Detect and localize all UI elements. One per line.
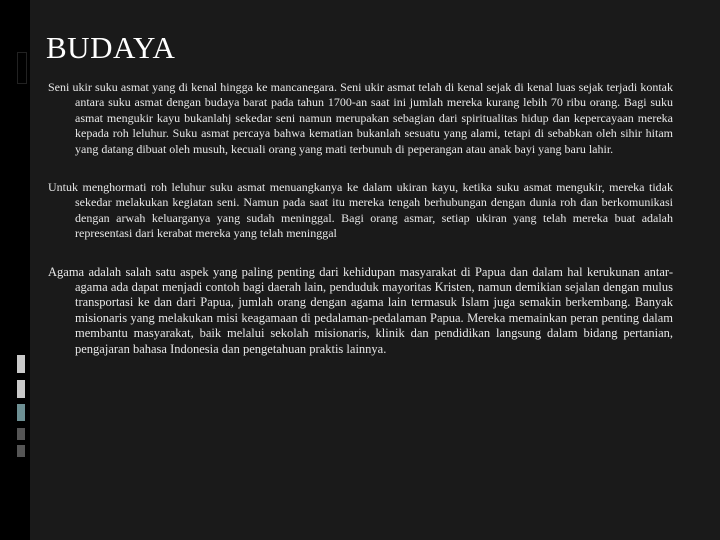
paragraph: Agama adalah salah satu aspek yang paling penting dari kehidupan masyarakat di Papua dan dalam hal kerukunan antar-agama ada dapat menjadi contoh bagi daerah lain, penduduk mayoritas Kristen, namun demikian sejalan dengan mulus transportasi ke dan dari Papua, jumlah orang dengan agama lain termasuk Islam juga semakin berkembang. Banyak misionaris yang melakukan misi keagamaan di pedalaman-pedalaman Papua. Mereka memainkan peran penting dalam membantu masyarakat, baik melalui sekolah misionaris, klinik dan pendidikan langsung dalam bidang pertanian, pengajaran bahasa Indonesia dan pengetahuan praktis lainnya. xyxy=(48,264,673,356)
accent-block-gray xyxy=(17,445,25,457)
accent-block-gray xyxy=(17,428,25,440)
accent-block-teal xyxy=(17,404,25,421)
slide-body xyxy=(48,80,673,380)
slide-title: BUDAYA xyxy=(46,30,176,65)
accent-block-dark xyxy=(17,52,27,84)
accent-block-light xyxy=(17,380,25,398)
left-margin-bar xyxy=(0,0,30,540)
paragraph: Seni ukir suku asmat yang di kenal hingga ke mancanegara. Seni ukir asmat telah di kenal sejak di kenal luas sejak terjadi kontak antara suku asmat dengan budaya barat pada tahun 1700-an saat ini jumlah mereka kurang lebih 70 ribu orang. Bagi suku asmat mengukir kayu bukanlahj sekedar seni namun merupakan sebagian dari spiritualitas hidup dan kepercayaan mereka kepada roh leluhur. Suku asmat percaya bahwa kematian bukanlah sesuatu yang alami, tetapi di sebabkan oleh sihir hitam yang datang dibuat oleh musuh, kecuali orang yang mati terbunuh di peperangan atau anak bayi yang baru lahir. xyxy=(48,80,673,156)
paragraph: Untuk menghormati roh leluhur suku asmat menuangkanya ke dalam ukiran kayu, ketika suku asmat mengukir, mereka tidak sekedar melakukan kegiatan seni. Namun pada saat itu mereka tengah berhubungan dengan dunia roh dan berkomunikasi dengan arwah keluarganya yang sudah meninggal. Bagi orang asmar, setiap ukiran yang telah mereka buat adalah representasi dari kerabat mereka yang telah meninggal xyxy=(48,180,673,241)
accent-block-light xyxy=(17,355,25,373)
